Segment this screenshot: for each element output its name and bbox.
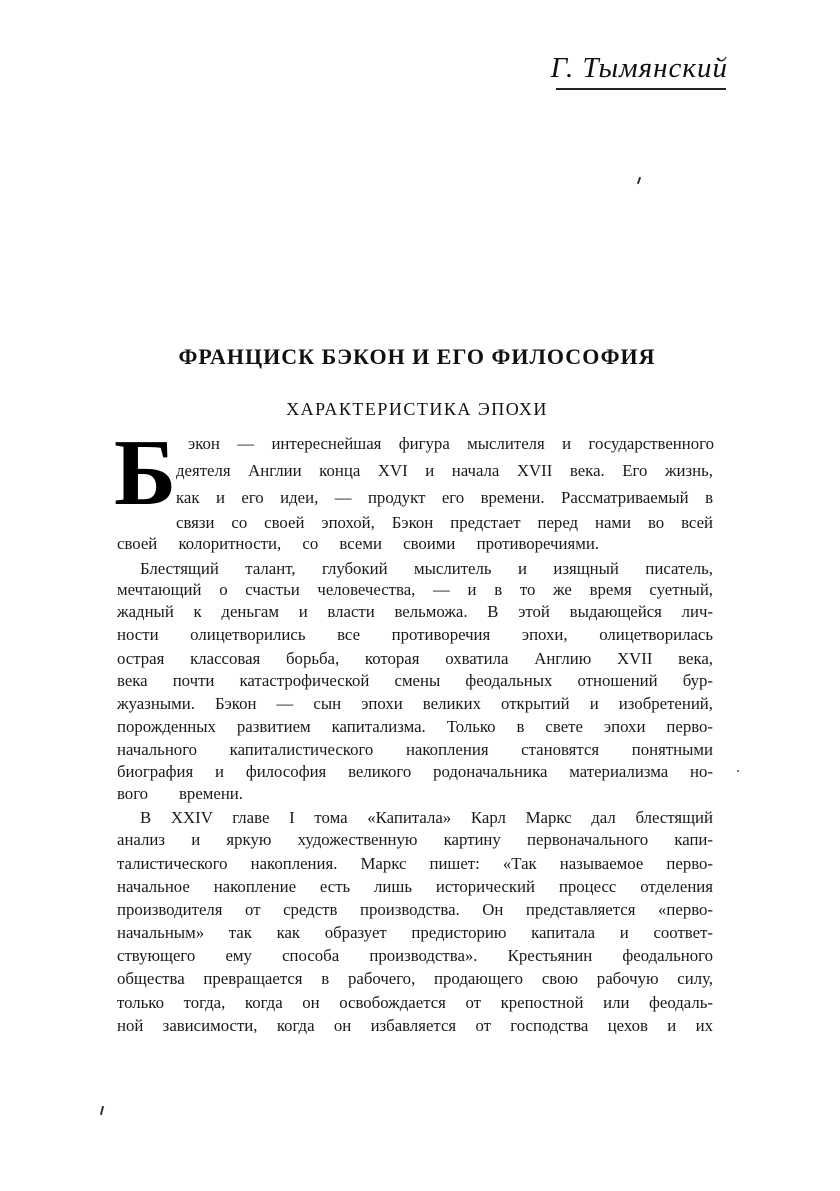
text-line: начальным» так как образует предисторию капитала и соответ-: [117, 923, 713, 942]
text-line: века почти катастрофической смены феодальных отношений бур-: [117, 671, 713, 690]
text-line: ности олицетворились все противоречия эпохи, олицетворилась: [117, 625, 713, 644]
text-line: жадный к деньгам и власти вельможа. В этой выдающейся лич-: [117, 602, 713, 621]
text-line: начального капиталистического накопления становятся понятными: [117, 740, 713, 759]
text-line: производителя от средств производства. Он представляется «перво-: [117, 900, 713, 919]
text-line: анализ и яркую художественную картину первоначального капи-: [117, 830, 713, 849]
text-line: ствующего ему способа производства». Крестьянин феодального: [117, 946, 713, 965]
text-line: ной зависимости, когда он избавляется от господства цехов и их: [117, 1016, 713, 1035]
author-underline: [556, 88, 726, 90]
article-title: ФРАНЦИСК БЭКОН И ЕГО ФИЛОСОФИЯ: [178, 344, 656, 369]
text-line: общества превращается в рабочего, продающего свою рабочую силу,: [117, 969, 713, 988]
scan-speck: [100, 1106, 104, 1115]
text-line: деятеля Англии конца XVI и начала XVII века. Его жизнь,: [176, 461, 713, 480]
text-line: мечтающий о счастьи человечества, — и в то же время суетный,: [117, 580, 713, 599]
text-line: порожденных развитием капитализма. Только в свете эпохи перво-: [117, 717, 713, 736]
text-line: как и его идеи, — продукт его времени. Рассматриваемый в: [176, 488, 713, 507]
text-line: талистического накопления. Маркс пишет: «Так называемое перво-: [117, 854, 713, 873]
text-line: связи со своей эпохой, Бэкон предстает перед нами во всей: [176, 513, 713, 532]
text-line: острая классовая борьба, которая охватила Англию XVII века,: [117, 649, 713, 668]
drop-cap: Б: [114, 421, 177, 525]
text-line: В XXIV главе I тома «Капитала» Карл Маркс дал блестящий: [140, 808, 713, 827]
text-line: биография и философия великого родоначальника материализма но-: [117, 762, 713, 781]
section-title: ХАРАКТЕРИСТИКА ЭПОХИ: [286, 399, 548, 419]
scan-speck: [737, 770, 739, 772]
text-line: вого времени.: [117, 784, 243, 803]
text-line: жуазными. Бэкон — сын эпохи великих открытий и изобретений,: [117, 694, 713, 713]
text-line: только тогда, когда он освобождается от крепостной или феодаль-: [117, 993, 713, 1012]
text-line: экон — интереснейшая фигура мыслителя и государственного: [188, 434, 714, 453]
text-line: начальное накопление есть лишь исторический процесс отделения: [117, 877, 713, 896]
author-name: Г. Тымянский: [550, 52, 728, 84]
text-line: своей колоритности, со всеми своими противоречиями.: [117, 534, 599, 553]
scan-speck: [637, 177, 641, 184]
text-line: Блестящий талант, глубокий мыслитель и изящный писатель,: [140, 559, 713, 578]
